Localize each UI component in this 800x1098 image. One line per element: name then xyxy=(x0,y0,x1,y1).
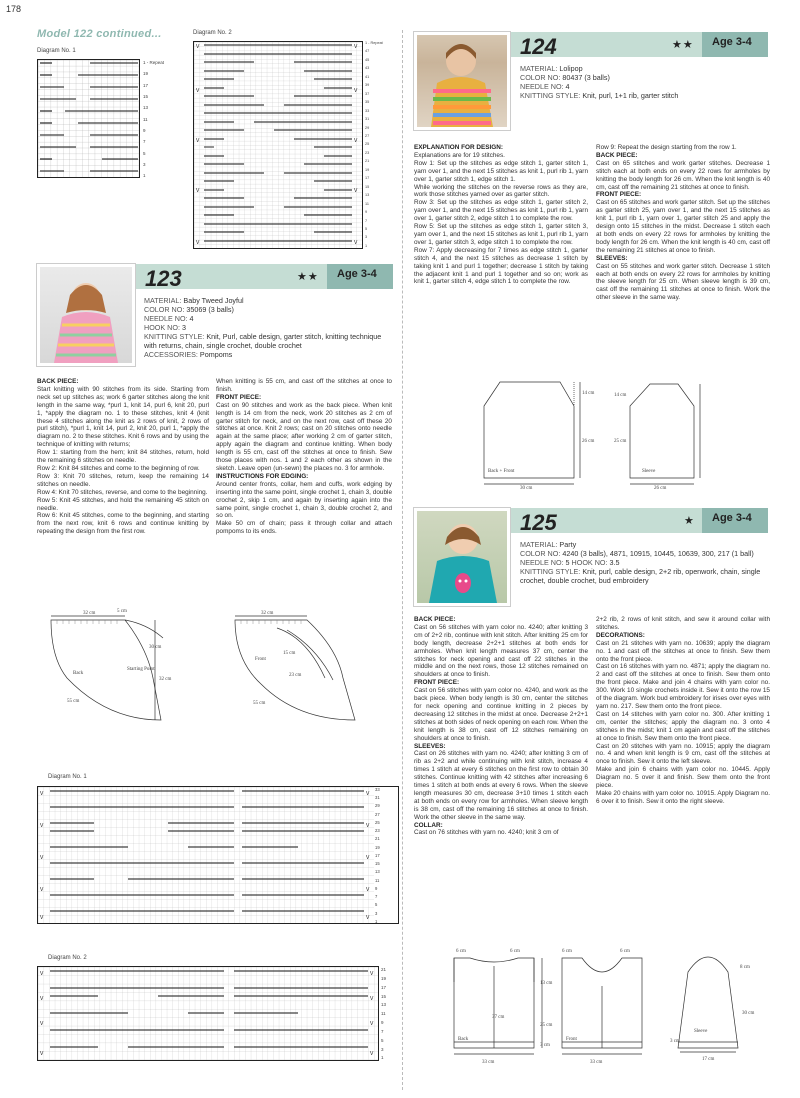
diagram-2-top-svg xyxy=(194,42,362,248)
model-123-photo xyxy=(37,264,135,366)
svg-text:15 cm: 15 cm xyxy=(283,651,296,656)
svg-text:V: V xyxy=(370,1021,374,1027)
svg-text:55 cm: 55 cm xyxy=(253,701,266,706)
svg-text:Back + Front: Back + Front xyxy=(488,469,515,474)
svg-text:Sleeve: Sleeve xyxy=(694,1029,708,1034)
model-124-number: 124 xyxy=(520,34,557,59)
svg-text:V: V xyxy=(366,791,370,797)
diagram-1-top-svg xyxy=(38,60,139,177)
svg-text:33 cm: 33 cm xyxy=(482,1060,495,1065)
svg-text:Starting Point: Starting Point xyxy=(127,667,155,672)
svg-text:V: V xyxy=(40,996,44,1002)
model-124-photo xyxy=(414,32,510,130)
model-123-col1: BACK PIECE: Start knitting with 90 stitches from its side. Starting from neck set up stitches as; work 6 garter stitches along the knit length in the same way, *purl 1, knit 14, purl 6, knit 20, purl 1, *apply the diagram no. 1 to these stitches, knit 4 (knit these 4 stitches along the knit as 2 rows of knit, 2 rows of purl stitch), *purl 1, knit 14, purl 2, knit 20, purl 1, *apply the diagram no. 2 to these stitches. Knit 6 rows and by using the technique of knitting with returns; Row 1: starting from the hem; knit 84 stitches, return, hold the remaining 6 stitches on needle. Row 2: Knit 84 stitches and come to the beginning of row. Row 3: Knit 70 stitches, return, keep the remaining 14 stitches on needle. Row 4: Knit 70 stitches, reverse, and come to the beginning. Row 5: Knit 45 stitches, and hold the remaining 45 stitch on needle. Row 6: Knit 45 stitches, come to the beginning, and starting from the next row, knit 6 rows and continue knitting by repeating the design from the first row. xyxy=(37,378,209,536)
diagram-1-label: Diagram No. 1 xyxy=(37,48,76,54)
model-123-diagram-2-grid xyxy=(37,966,379,1061)
svg-text:37 cm: 37 cm xyxy=(492,1015,505,1020)
model-123-diagram-2-row-numbers: 21 19 17 15 13 11 9 7 5 3 1 xyxy=(381,967,387,1061)
svg-text:32 cm: 32 cm xyxy=(159,677,172,682)
model-123-diagram-1-label: Diagram No. 1 xyxy=(48,774,87,780)
page-number: 178 xyxy=(6,4,22,14)
model-123-diagram-1-row-numbers: 33 31 29 27 25 23 21 19 17 15 13 11 9 7 5 3 1 xyxy=(375,787,380,924)
svg-text:V: V xyxy=(40,855,44,861)
model-125-sketch xyxy=(448,942,774,1068)
svg-text:3 cm: 3 cm xyxy=(540,1043,550,1048)
svg-text:25 cm: 25 cm xyxy=(540,1023,553,1028)
model-124-sketch xyxy=(470,366,730,490)
svg-text:V: V xyxy=(40,1051,44,1057)
svg-text:14 cm: 14 cm xyxy=(614,393,627,398)
svg-text:V: V xyxy=(40,887,44,893)
svg-text:6 cm: 6 cm xyxy=(620,949,630,954)
svg-text:23 cm: 23 cm xyxy=(289,673,302,678)
svg-text:8 cm: 8 cm xyxy=(740,965,750,970)
diagram-1-top-grid xyxy=(37,59,140,178)
svg-text:Back: Back xyxy=(458,1037,469,1042)
model-123-meta: MATERIAL: Baby Tweed Joyful COLOR NO: 35069 (3 balls) NEEDLE NO: 4 HOOK NO: 3 KNITTING STYLE: Knit, Purl, cable design, garter stitch, knitting technique with returns, chain, single crochet, double crochet ACCESSORIES: Pompoms xyxy=(144,296,382,359)
svg-text:6 cm: 6 cm xyxy=(510,949,520,954)
diagram-2-row-numbers: 1 - Repeat 47 45 43 41 39 37 35 33 31 29 27 25 23 21 19 17 15 13 11 9 7 5 3 1 xyxy=(365,41,383,248)
model-125-age: Age 3-4 xyxy=(702,508,768,533)
svg-text:V: V xyxy=(366,823,370,829)
continued-title: Model 122 continued... xyxy=(37,28,162,40)
svg-text:3 cm: 3 cm xyxy=(670,1039,680,1044)
svg-text:25 cm: 25 cm xyxy=(614,439,627,444)
svg-text:32 cm: 32 cm xyxy=(261,611,274,616)
model-125-col2: 2+2 rib, 2 rows of knit stitch, and sew it around collar with stitches. DECORATIONS: Cast on 21 stitches with yarn no. 10639; apply the diagram no. 1 and cast off the stitches at once to finish. Sew them onto the front piece. Cast on 16 stitches with yarn no. 4871; apply the diagram no. 2 and cast off the stitches at once to finish. Sew them onto the front piece. Make and join 4 chains with yarn color no. 300. Work 10 single crochets inside it. Sew it onto the row 15 of the diagram. Work bud embroidery for irises over eyes with yarn no. 217. Sew them onto the front piece. Cast on 14 stitches with yarn color no. 300. After knitting 1 cm, center the stitches; apply the diagram no. 3 onto 4 stitches in the midst; knit 1 cm again and cast off the stitches at once to finish. Sew them onto the front piece. Cast on 20 stitches with yarn no. 10915; apply the diagram no. 4 and when knit length is 9 cm, cast off the stitches at once to finish. Sew it onto the left sleeve. Make and join 6 chains with yarn color no. 10445. Apply Diagram no. 5 over it and finish. Sew them onto the front piece. Make 20 chains with yarn color no. 10915. Apply Diagram no. 6 over it to finish. Sew it onto the right sleeve. xyxy=(596,616,770,805)
model-125-stars: ★ xyxy=(684,515,695,527)
svg-text:V: V xyxy=(370,971,374,977)
svg-text:V: V xyxy=(366,915,370,921)
model-123-age: Age 3-4 xyxy=(327,264,393,289)
svg-text:V: V xyxy=(370,1051,374,1057)
model-124-col2: Row 9: Repeat the design starting from the row 1. BACK PIECE: Cast on 65 stitches and work garter stitches. Decrease 1 stitch each at both ends on every 22 rows for armholes by knitting the body length for 26 cm. When the knit length is 40 cm, cast off the remaining 21 stitches at once to finish. FRONT PIECE: Cast on 65 stitches and work garter stitch. Set up the stitches as garter stitch 25, yarn over 1, and the next 15 stitches as knit 1, purl rib 1, yarn over 1, garter stitch 25 and apply the design onto 15 stitches in the midst. Decrease 1 stitch each at both ends on every 22 rows for armholes by knitting the body length for 26 cm. When the knit length is 40 cm, cast off the remaining 21 stitches at once to finish. SLEEVES: Cast on 55 stitches and work garter stitch. Decrease 1 stitch each at both ends on every 22 rows for armholes by knitting the sleeve length for 25 cm. When sleeve length is 39 cm, cast off the remaining 11 stitches at once to finish. Work the other sleeve in the same way. xyxy=(596,144,770,302)
column-divider xyxy=(402,30,403,1090)
svg-text:V: V xyxy=(40,791,44,797)
model-124-meta: MATERIAL: Lolipop COLOR NO: 80437 (3 balls) NEEDLE NO: 4 KNITTING STYLE: Knit, purl, 1+1 rib, garter stitch xyxy=(520,64,679,100)
svg-text:33 cm: 33 cm xyxy=(590,1060,603,1065)
model-124-stars: ★★ xyxy=(672,39,694,51)
svg-text:6 cm: 6 cm xyxy=(456,949,466,954)
svg-text:V: V xyxy=(40,823,44,829)
model-124-age: Age 3-4 xyxy=(702,32,768,57)
svg-text:V: V xyxy=(196,188,200,194)
svg-text:Front: Front xyxy=(566,1037,577,1042)
model-123-diagram-2-label: Diagram No. 2 xyxy=(48,955,87,961)
model-123-sketch xyxy=(37,608,397,732)
svg-text:26 cm: 26 cm xyxy=(654,486,667,490)
svg-text:V: V xyxy=(40,915,44,921)
svg-text:V: V xyxy=(40,971,44,977)
model-125-number: 125 xyxy=(520,510,557,535)
svg-text:55 cm: 55 cm xyxy=(67,699,80,704)
svg-text:Sleeve: Sleeve xyxy=(642,469,656,474)
svg-text:V: V xyxy=(196,88,200,94)
svg-text:30 cm: 30 cm xyxy=(742,1011,755,1016)
model-123-number: 123 xyxy=(145,266,182,291)
model-124-photo-svg xyxy=(417,35,507,127)
svg-text:V: V xyxy=(366,855,370,861)
model-124-col1: EXPLANATION FOR DESIGN: Explanations are for 19 stitches. Row 1: Set up the stitches as edge stitch 1, garter stitch 1, yarn over 1, and the next 15 stitches as knit 1, purl rib 1, yarn over 1, garter stitch 1, edge stitch 1. While working the stitches on the reverse rows as they are, work those stitches yarned over as garter stitch. Row 3: Set up the stitches as edge stitch 1, garter stitch 2, yarn over 1, and the next 15 stitches as knit 1, purl rib 1, yarn over 1, garter stitch 2, edge stitch 1 to complete the row. Row 5: Set up the stitches as edge stitch 1, garter stitch 3, yarn over 1, and the next 15 stitches as knit 1, purl rib 1, yarn over 1, garter stitch 3, edge stitch 1 to complete the row. Row 7: Apply decreasing for 7 times as edge stitch 1, garter stitch 4, and the next 15 stitches as decrease 1 stitch by taking knit 1 and purl 1 together; decrease 1 stitch by taking the adjacent knit 1 and purl 1 together and so on; work as knit 1, garter stitch 4, edge stitch 1 to complete the row. xyxy=(414,144,588,286)
svg-text:V: V xyxy=(354,44,358,50)
model-123-stars: ★★ xyxy=(297,271,319,283)
model-123-col2: When knitting is 55 cm, and cast off the stitches at once to finish. FRONT PIECE: Cast on 90 stitches and work as the back piece. When knit length is 14 cm from the neck, work 20 stitches as 2 cm of garter stitch for neck, and on the next row, cast off these 20 stitches at once. Knit 2 rows; cast on 20 stitches onto needle again at the same place; after working 2 cm of garter stitch, apply again the diagram and continue knitting. When body length is 55 cm, cast off the stitches at once to finish. Sew those places with nos. 1 and 2 each other as shown in the sketch. Leave open (un-sewn) the places no. 3 for armhole. INSTRUCTIONS FOR EDGING: Around center fronts, collar, hem and cuffs, work edging by inserting into the same point, single crochet 1, chain 3, double crochet 2, skip 1 cm, and again by inserting again into the same point, single crochet 1, chain 3, double crochet 2, and so on. Make 50 cm of chain; pass it through collar and attach pompoms to its ends. xyxy=(216,378,392,536)
svg-text:V: V xyxy=(370,996,374,1002)
model-123-photo-svg xyxy=(40,267,132,363)
svg-text:V: V xyxy=(354,240,358,246)
svg-text:26 cm: 26 cm xyxy=(582,439,595,444)
model-125-meta: MATERIAL: Party COLOR NO: 4240 (3 balls), 4871, 10915, 10445, 10639, 300, 217 (1 ball) NEEDLE NO: 5 HOOK NO: 3.5 KNITTING STYLE: Knit, purl, cable design, 2+2 rib, openwork, chain, single crochet, double crochet, bud embroidery xyxy=(520,540,761,585)
model-123-diagram-1-svg xyxy=(38,787,374,923)
svg-text:V: V xyxy=(366,887,370,893)
diagram-1-row-numbers: 1 - Repeat 19 17 15 13 11 9 7 5 3 1 xyxy=(143,60,165,179)
model-123-diagram-2-svg xyxy=(38,967,378,1060)
model-123-diagram-1-grid xyxy=(37,786,399,924)
svg-text:V: V xyxy=(40,1021,44,1027)
svg-text:V: V xyxy=(354,188,358,194)
svg-text:32 cm: 32 cm xyxy=(83,611,96,616)
model-125-photo-svg xyxy=(417,511,507,603)
svg-text:V: V xyxy=(196,138,200,144)
svg-text:30 cm: 30 cm xyxy=(149,645,162,650)
svg-text:5 cm: 5 cm xyxy=(117,609,127,614)
svg-text:V: V xyxy=(354,138,358,144)
diagram-2-top-grid xyxy=(193,41,363,249)
svg-text:Back: Back xyxy=(73,671,84,676)
model-125-col1: BACK PIECE: Cast on 56 stitches with yarn color no. 4240; after knitting 3 cm of 2+2 rib, continue with knit stitch. After knitting 25 cm for body length, decrease 2+2+1 stitches at both ends for armholes. When knit length measures 37 cm, center the stitches for neck opening and cast off 22 stitches in the middle and on the next rows, those 12 stitches remained on shoulders at once to finish. FRONT PIECE: Cast on 56 stitches with yarn color no. 4240, and work as the back piece. When body length is 30 cm, center the stitches for neck opening and continue knitting in 2 pieces by decreasing 12 stitches in the midst at once. Decrease 2+2+1 stitches at both sides of neck opening on each row. When the knit length is 38 cm, cast off 12 stitches remaining on shoulders at once to finish. SLEEVES: Cast on 26 stitches with yarn no. 4240; after knitting 3 cm of rib as 2+2 and while continuing with knit stitch, increase 4 times 1 stitch at every 6 stitches on the first row to obtain 30 stitches. Continue knitting with 42 stitches after increasing 6 times 1 stitch at both ends at every 6 rows. When the sleeve length measures 30 cm, decrease 3+10 times 1 stitch each at both ends on every row for armholes. When sleeve length is 38 cm, cast off the remaining 16 stitches at once to finish. Work the other sleeve in the same way. COLLAR: Cast on 76 stitches with yarn no. 4240; knit 3 cm of xyxy=(414,616,588,837)
svg-text:30 cm: 30 cm xyxy=(520,486,533,490)
svg-text:6 cm: 6 cm xyxy=(562,949,572,954)
svg-text:17 cm: 17 cm xyxy=(702,1057,715,1062)
model-125-photo xyxy=(414,508,510,606)
svg-text:V: V xyxy=(196,44,200,50)
svg-text:Front: Front xyxy=(255,657,266,662)
svg-text:V: V xyxy=(196,240,200,246)
svg-text:13 cm: 13 cm xyxy=(540,981,553,986)
diagram-2-label: Diagram No. 2 xyxy=(193,30,232,36)
svg-text:14 cm: 14 cm xyxy=(582,391,595,396)
svg-text:V: V xyxy=(354,88,358,94)
